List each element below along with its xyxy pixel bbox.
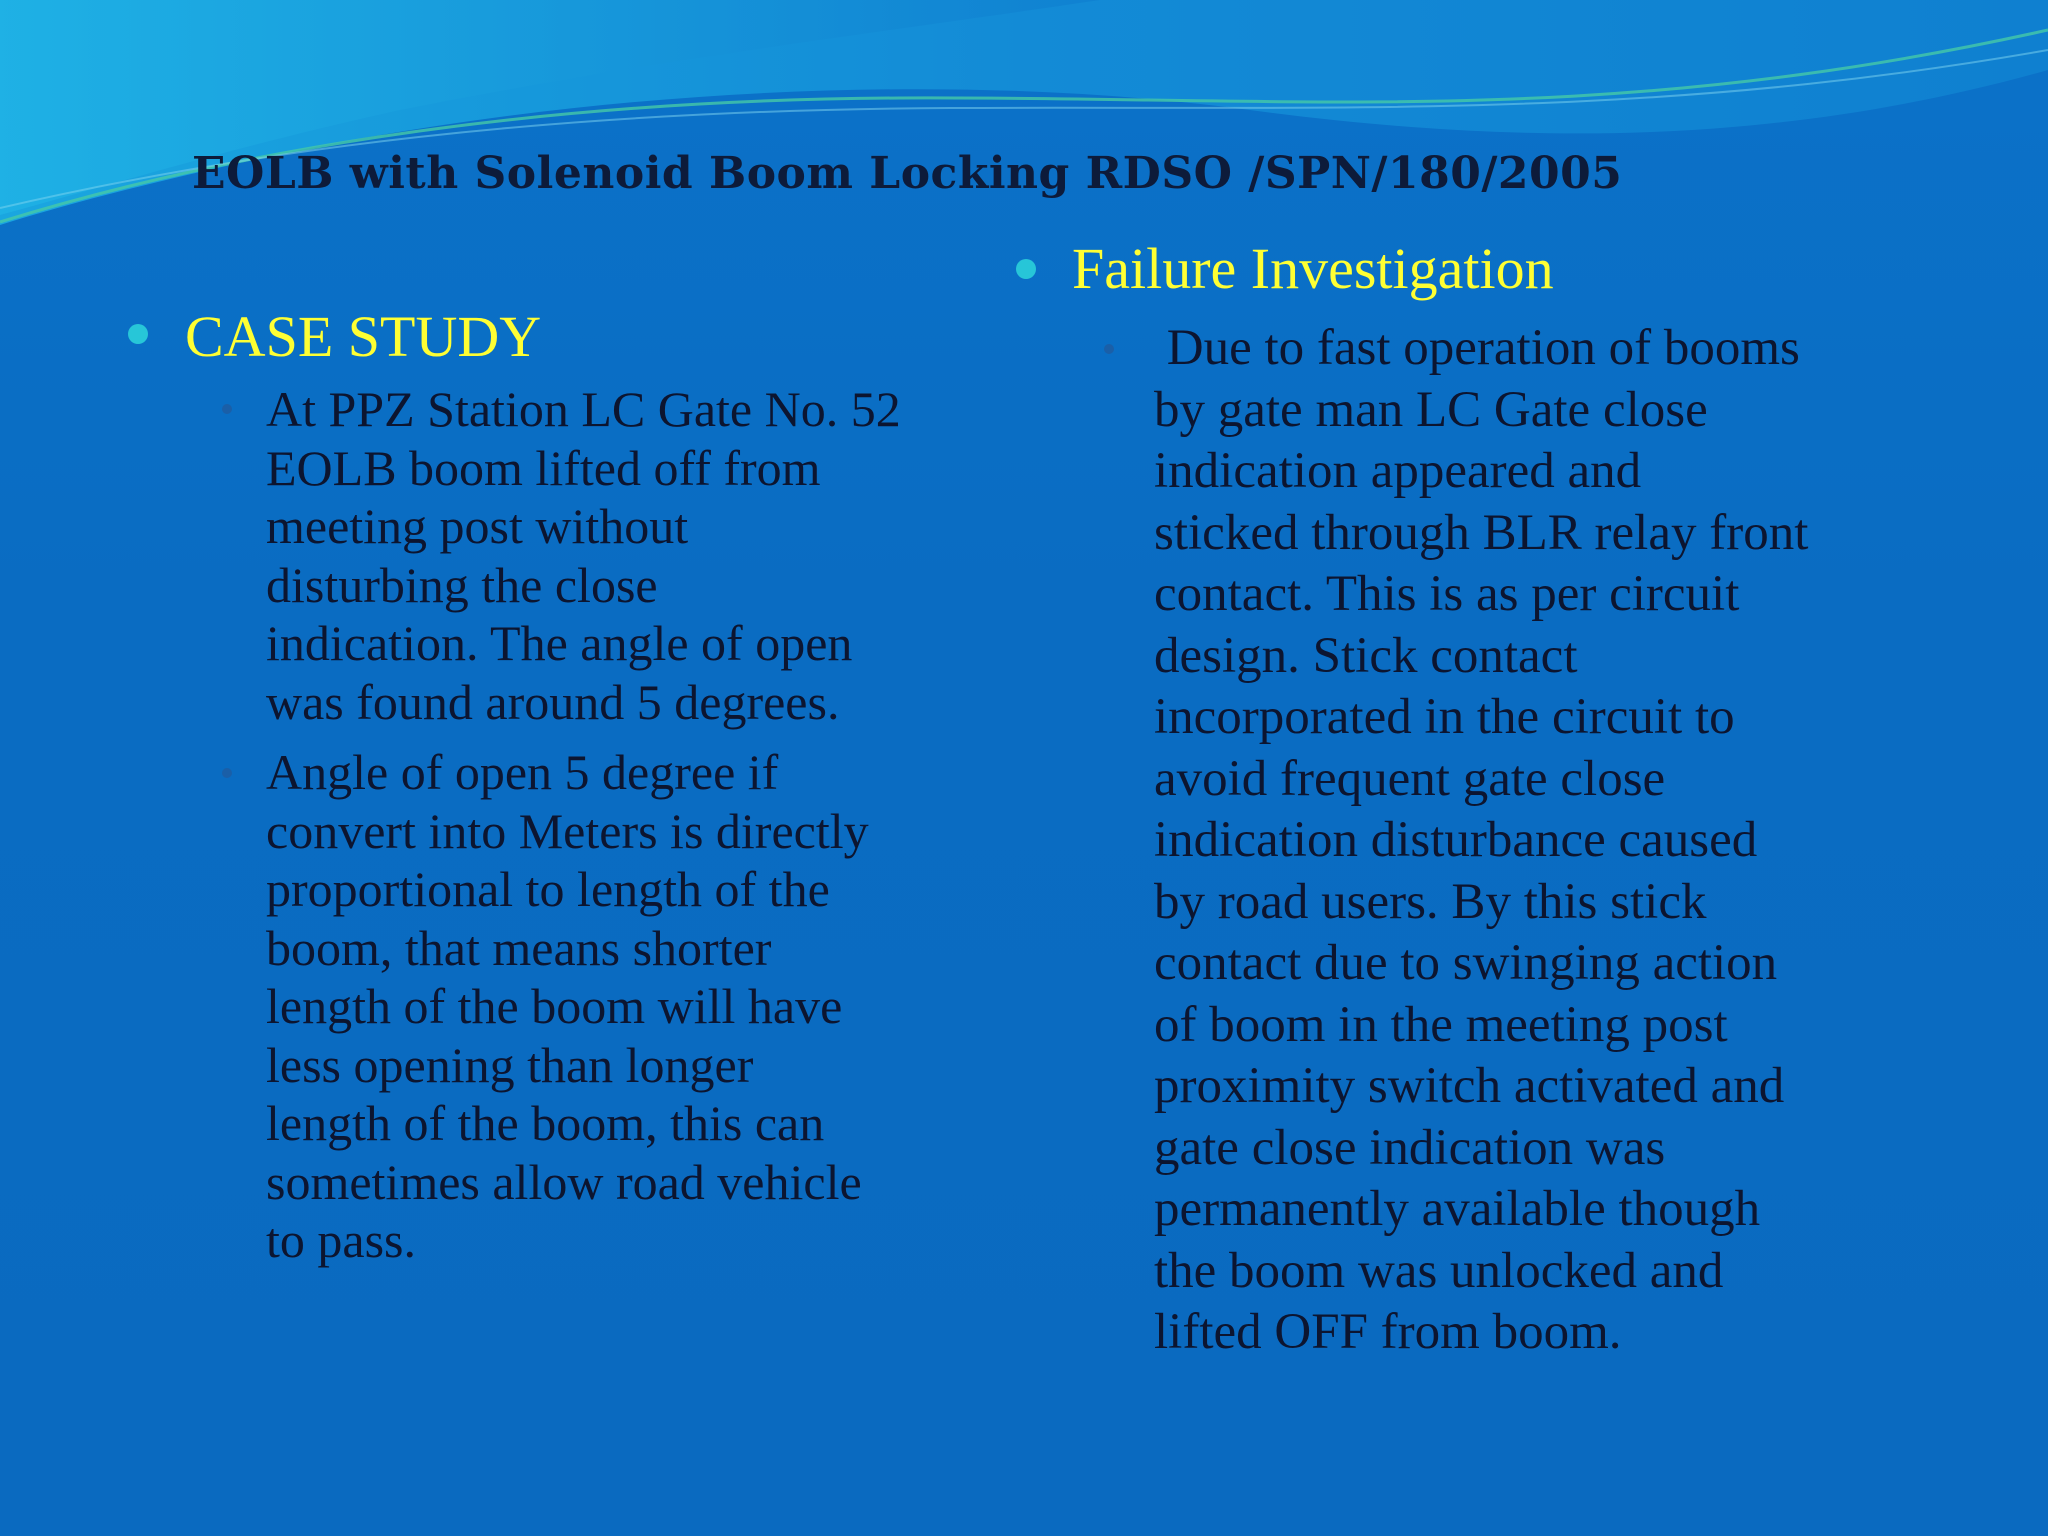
case-study-heading: CASE STUDY (185, 304, 542, 369)
sub-bullet-icon (222, 768, 232, 778)
failure-investigation-heading: Failure Investigation (1072, 236, 1554, 301)
wave-decoration (0, 0, 2048, 240)
bullet-icon (128, 324, 148, 344)
failure-investigation-paragraph: Due to fast operation of booms by gate man LC Gate close indication appeared and sticked through BLR relay front contact. This is as per circuit design. Stick contact incorporated in the circuit to avoid frequent gate close indication disturbance caused by road users. By this stick contact due to swinging action of boom in the meeting post proximity switch activated and gate close indication was permanently available though the boom was unlocked and lifted OFF from boom. (1154, 320, 1809, 1360)
slide-title: EOLB with Solenoid Boom Locking RDSO /SPN/180/2005 (192, 148, 1623, 199)
sub-bullet-icon (222, 404, 232, 414)
sub-bullet-icon (1104, 344, 1114, 354)
case-study-paragraph-2: Angle of open 5 degree if convert into Meters is directly proportional to length of the boom, that means shorter length of the boom will have less opening than longer length of the boom, this can sometimes allow road vehicle to pass. (266, 744, 869, 1268)
case-study-paragraph-1: At PPZ Station LC Gate No. 52 EOLB boom lifted off from meeting post without disturbing the close indication. The angle of open was found around 5 degrees. (266, 381, 901, 730)
bullet-icon (1016, 259, 1036, 279)
